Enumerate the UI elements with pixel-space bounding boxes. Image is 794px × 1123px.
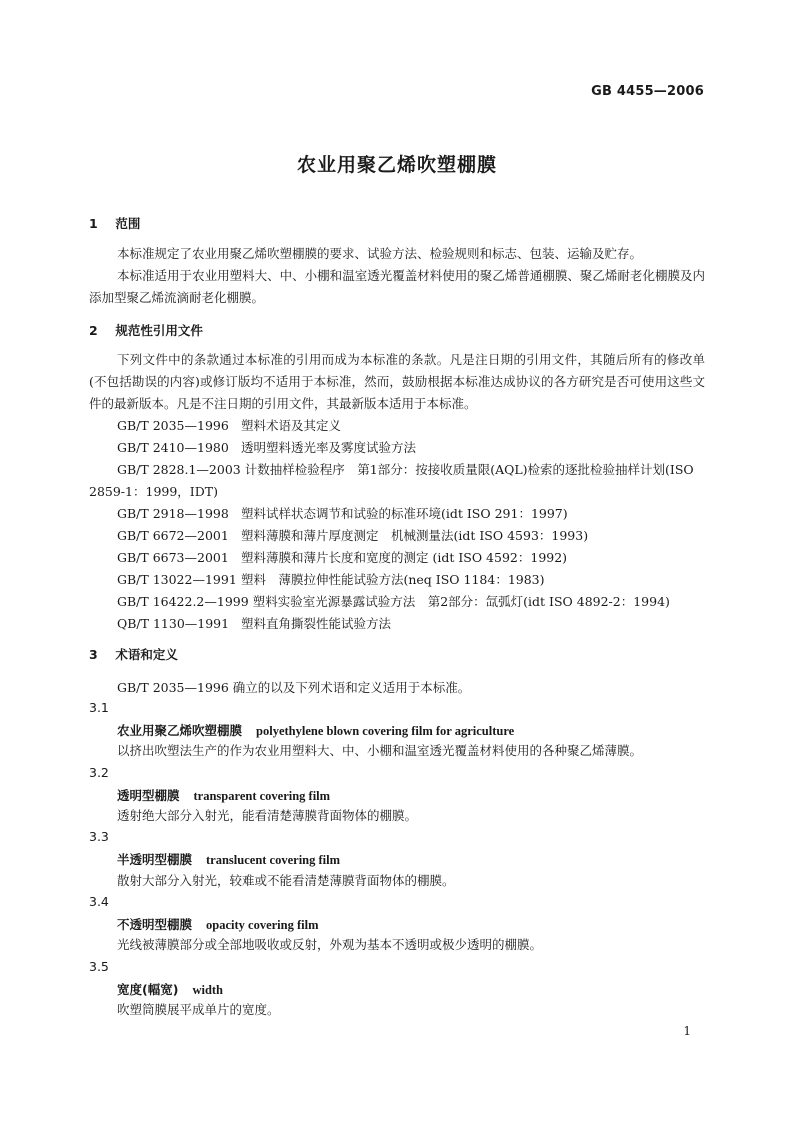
reference-item <box>89 459 705 503</box>
section-3-heading <box>89 645 178 663</box>
term-english: polyethylene blown covering film for agriculture <box>256 724 515 738</box>
term-name <box>117 721 514 739</box>
reference-code: GB/T 2410—1980 <box>117 440 229 455</box>
reference-item <box>117 547 705 569</box>
term-definition: 散射大部分入射光，较难或不能看清楚薄膜背面物体的棚膜。 <box>117 873 455 888</box>
section-2-title: 规范性引用文件 <box>115 323 203 338</box>
reference-code: GB/T 2918—1998 <box>117 506 229 521</box>
section-3-title: 术语和定义 <box>115 647 178 662</box>
reference-item <box>117 591 705 613</box>
reference-title: 塑料试样状态调节和试验的标准环境(idt ISO 291：1997) <box>240 506 568 521</box>
section-1-number: 1 <box>89 216 98 231</box>
term-chinese: 农业用聚乙烯吹塑棚膜 <box>117 723 243 738</box>
page-number: 1 <box>683 1024 691 1038</box>
reference-title: 计数抽样检验程序 第1部分：按接收质量限(AQL)检索的逐批检验抽样计划(ISO 2859-1：1999，IDT) <box>89 462 694 499</box>
term-definition: 以挤出吹塑法生产的作为农业用塑料大、中、小棚和温室透光覆盖材料使用的各种聚乙烯薄膜。 <box>117 743 643 758</box>
reference-title: 塑料 薄膜拉伸性能试验方法(neq ISO 1184：1983) <box>240 572 545 587</box>
document-title: 农业用聚乙烯吹塑棚膜 <box>296 154 497 176</box>
reference-item <box>117 569 705 591</box>
reference-item <box>117 613 705 635</box>
section-1-paragraph-2: 本标准适用于农业用塑料大、中、小棚和温室透光覆盖材料使用的聚乙烯普通棚膜、聚乙烯耐老化棚膜及内添加型聚乙烯流滴耐老化棚膜。 <box>89 268 705 305</box>
term-english: width <box>192 983 224 997</box>
reference-title: 塑料直角撕裂性能试验方法 <box>240 616 391 631</box>
reference-code: GB/T 2828.1—2003 <box>117 462 241 477</box>
reference-title: 塑料薄膜和薄片厚度测定 机械测量法(idt ISO 4593：1993) <box>240 528 589 543</box>
term-chinese: 宽度(幅宽) <box>117 982 179 997</box>
reference-code: GB/T 16422.2—1999 <box>117 594 249 609</box>
term-number: 3.2 <box>89 765 109 780</box>
term-number: 3.1 <box>89 700 109 715</box>
section-3-number: 3 <box>89 647 98 662</box>
reference-code: GB/T 2035—1996 <box>117 418 229 433</box>
reference-item <box>117 415 705 437</box>
term-chinese: 半透明型棚膜 <box>117 852 193 867</box>
term-name <box>117 980 223 998</box>
term-number: 3.3 <box>89 829 109 844</box>
term-chinese: 透明型棚膜 <box>117 788 180 803</box>
reference-code: QB/T 1130—1991 <box>117 616 230 631</box>
section-2-heading <box>89 321 203 339</box>
term-english: transparent covering film <box>193 789 331 803</box>
section-1-heading <box>89 214 140 232</box>
reference-item <box>117 437 705 459</box>
term-english: translucent covering film <box>206 853 341 867</box>
reference-title: 透明塑料透光率及雾度试验方法 <box>240 440 416 455</box>
section-1-paragraph-1: 本标准规定了农业用聚乙烯吹塑棚膜的要求、试验方法、检验规则和标志、包装、运输及贮存。 <box>117 246 643 261</box>
section-1-title: 范围 <box>115 216 141 231</box>
term-name <box>117 850 340 868</box>
term-definition: 吹塑筒膜展平成单片的宽度。 <box>117 1002 280 1017</box>
term-english: opacity covering film <box>206 918 319 932</box>
standard-code: GB 4455—2006 <box>591 84 704 99</box>
reference-code: GB/T 6672—2001 <box>117 528 229 543</box>
reference-item <box>117 503 705 525</box>
term-definition: 光线被薄膜部分或全部地吸收或反射，外观为基本不透明或极少透明的棚膜。 <box>117 937 543 952</box>
reference-title: 塑料薄膜和薄片长度和宽度的测定 (idt ISO 4592：1992) <box>240 550 568 565</box>
term-definition: 透射绝大部分入射光，能看清楚薄膜背面物体的棚膜。 <box>117 808 418 823</box>
section-2-intro: 下列文件中的条款通过本标准的引用而成为本标准的条款。凡是注日期的引用文件，其随后所有的修改单(不包括勘误的内容)或修订版均不适用于本标准，然而，鼓励根据本标准达成协议的各方研究是否可使用这些文件的最新版本。凡是不注日期的引用文件，其最新版本适用于本标准。 <box>89 352 705 411</box>
term-name <box>117 915 319 933</box>
reference-code: GB/T 6673—2001 <box>117 550 229 565</box>
section-3-intro: GB/T 2035—1996 确立的以及下列术语和定义适用于本标准。 <box>117 680 471 695</box>
section-2-number: 2 <box>89 323 98 338</box>
term-number: 3.4 <box>89 894 109 909</box>
reference-code: GB/T 13022—1991 <box>117 572 237 587</box>
term-number: 3.5 <box>89 959 109 974</box>
reference-title: 塑料术语及其定义 <box>240 418 341 433</box>
term-chinese: 不透明型棚膜 <box>117 917 193 932</box>
term-name <box>117 786 330 804</box>
reference-item <box>117 525 705 547</box>
reference-title: 塑料实验室光源暴露试验方法 第2部分：氙弧灯(idt ISO 4892-2：1994) <box>252 594 670 609</box>
